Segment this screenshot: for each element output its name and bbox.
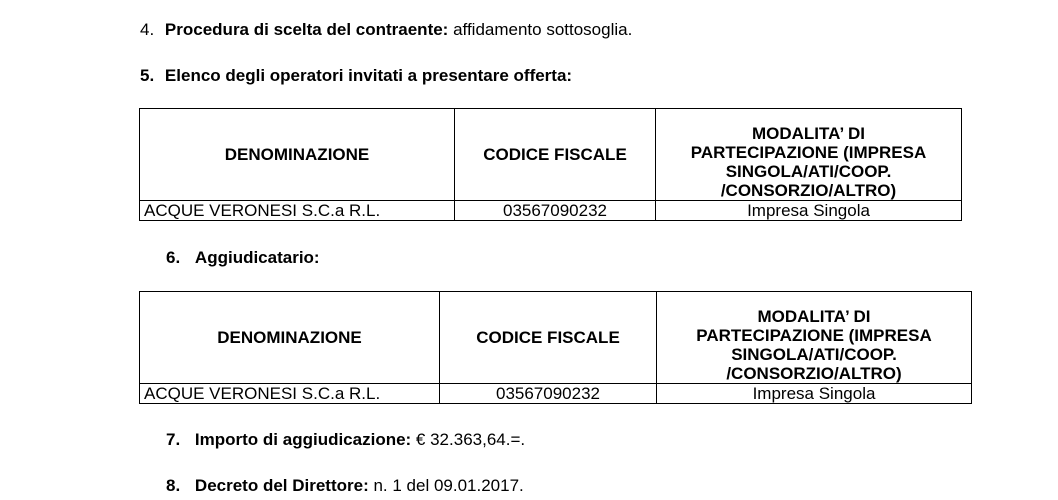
table-header-row bbox=[140, 109, 962, 201]
item-4 bbox=[140, 20, 632, 40]
item-8-label: Decreto del Direttore: bbox=[194, 476, 369, 495]
item-6 bbox=[166, 248, 320, 268]
item-4-value: affidamento sottosoglia. bbox=[448, 20, 633, 39]
header-denominazione: DENOMINAZIONE bbox=[140, 109, 455, 201]
item-8-number: 8. bbox=[166, 476, 181, 495]
cell-modalita: Impresa Singola bbox=[656, 201, 962, 221]
cell-denominazione: ACQUE VERONESI S.C.a R.L. bbox=[140, 384, 440, 404]
item-5 bbox=[140, 66, 572, 86]
header-modalita-line-1: MODALITA’ DI bbox=[751, 124, 865, 143]
item-4-label: Procedura di scelta del contraente: bbox=[164, 20, 449, 39]
table-header-row bbox=[140, 292, 972, 384]
item-8 bbox=[166, 476, 524, 496]
cell-modalita: Impresa Singola bbox=[657, 384, 972, 404]
header-modalita bbox=[657, 292, 972, 384]
header-modalita-line-2: PARTECIPAZIONE (IMPRESA bbox=[690, 143, 927, 162]
item-7-value: € 32.363,64.=. bbox=[411, 430, 526, 449]
operators-table bbox=[139, 108, 962, 221]
header-codice-fiscale: CODICE FISCALE bbox=[455, 109, 656, 201]
header-modalita-line-3: SINGOLA/ATI/COOP. bbox=[725, 162, 892, 181]
item-5-label: Elenco degli operatori invitati a presentare offerta: bbox=[164, 66, 573, 85]
winner-table bbox=[139, 291, 972, 404]
item-6-number: 6. bbox=[166, 248, 181, 267]
item-7-label: Importo di aggiudicazione: bbox=[194, 430, 412, 449]
item-7 bbox=[166, 430, 525, 450]
header-denominazione: DENOMINAZIONE bbox=[140, 292, 440, 384]
cell-denominazione: ACQUE VERONESI S.C.a R.L. bbox=[140, 201, 455, 221]
header-modalita-line-3: SINGOLA/ATI/COOP. bbox=[731, 345, 897, 364]
header-modalita bbox=[656, 109, 962, 201]
header-modalita-line-4: /CONSORZIO/ALTRO) bbox=[726, 364, 902, 383]
item-5-number: 5. bbox=[140, 66, 155, 85]
cell-codice-fiscale: 03567090232 bbox=[440, 384, 657, 404]
table-row bbox=[140, 384, 972, 404]
item-7-number: 7. bbox=[166, 430, 181, 449]
header-modalita-line-1: MODALITA’ DI bbox=[757, 307, 871, 326]
item-8-value: n. 1 del 09.01.2017. bbox=[368, 476, 524, 495]
item-6-label: Aggiudicatario: bbox=[194, 248, 320, 267]
header-modalita-line-4: /CONSORZIO/ALTRO) bbox=[720, 181, 897, 200]
cell-codice-fiscale: 03567090232 bbox=[455, 201, 656, 221]
header-modalita-line-2: PARTECIPAZIONE (IMPRESA bbox=[696, 326, 932, 345]
table-row bbox=[140, 201, 962, 221]
header-codice-fiscale: CODICE FISCALE bbox=[440, 292, 657, 384]
item-4-number: 4. bbox=[140, 20, 155, 39]
